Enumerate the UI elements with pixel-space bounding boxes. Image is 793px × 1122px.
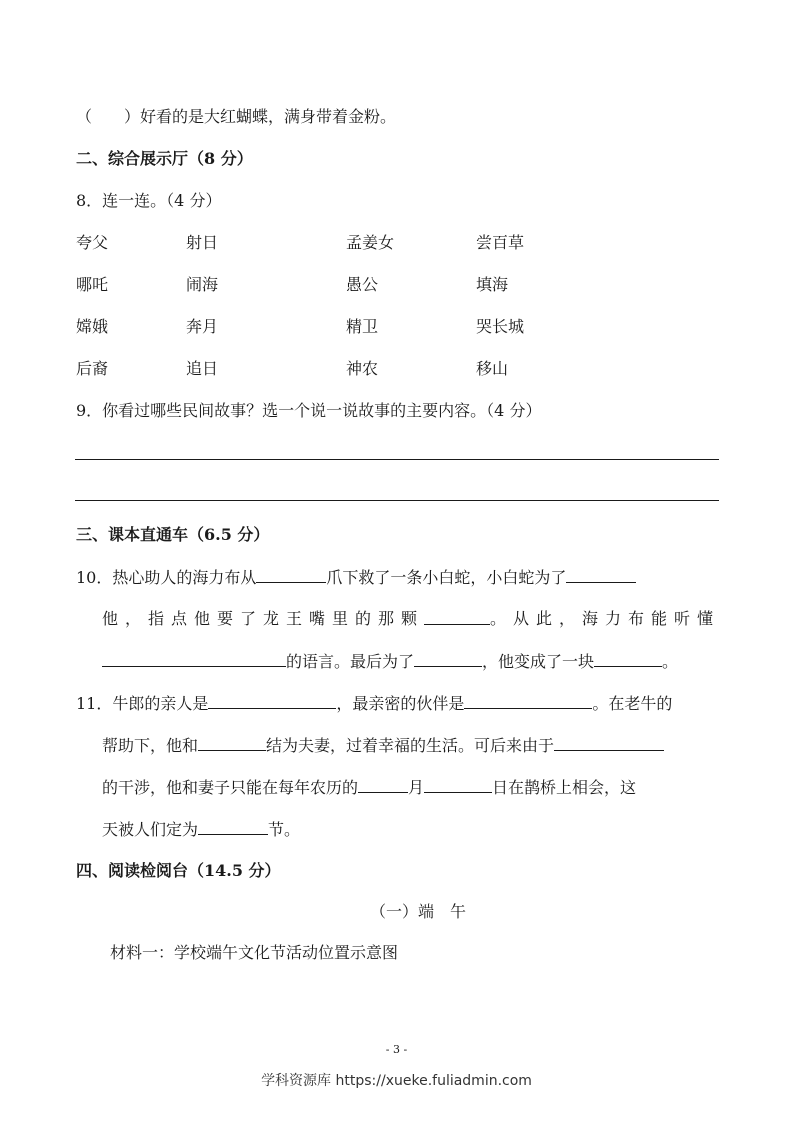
q10-line-2 xyxy=(102,608,720,630)
match-cell[interactable]: 孟姜女 xyxy=(346,233,395,252)
q7-tail-line xyxy=(76,106,396,128)
section-2-title: 二、综合展示厅（8 分） xyxy=(76,149,253,168)
fill-blank[interactable] xyxy=(414,650,482,667)
reading-subtitle: （一）端 午 xyxy=(370,902,467,921)
q10-text: 他，指点他要了龙王嘴里的那颗 xyxy=(102,609,425,628)
q11-text: 结为夫妻，过着幸福的生活。可后来由于 xyxy=(266,736,555,755)
match-cell[interactable]: 后裔 xyxy=(76,359,109,378)
match-cell[interactable]: 奔月 xyxy=(186,317,219,336)
q11-text: 节。 xyxy=(268,820,301,839)
q10-text: ，他变成了一块 xyxy=(482,652,595,671)
match-cell[interactable]: 神农 xyxy=(346,359,379,378)
q11-text: 月 xyxy=(408,778,425,797)
match-cell[interactable]: 移山 xyxy=(476,359,509,378)
match-cell[interactable]: 夸父 xyxy=(76,233,109,252)
q11-text: 。在老牛的 xyxy=(592,694,673,713)
q10-line-3 xyxy=(102,650,678,673)
match-cell[interactable]: 追日 xyxy=(186,359,219,378)
fill-blank[interactable] xyxy=(424,608,490,625)
q10-text: 10．热心助人的海力布从 xyxy=(76,568,257,587)
q11-text: 天被人们定为 xyxy=(102,820,199,839)
section-3-title: 三、课本直通车（6.5 分） xyxy=(76,525,270,544)
q11-line-4 xyxy=(102,818,300,841)
match-cell[interactable]: 精卫 xyxy=(346,317,379,336)
section-4-title: 四、阅读检阅台（14.5 分） xyxy=(76,861,281,880)
match-cell[interactable]: 哪吒 xyxy=(76,275,109,294)
answer-line[interactable] xyxy=(75,500,719,501)
q11-text: 日在鹊桥上相会，这 xyxy=(492,778,637,797)
q11-line-1 xyxy=(76,692,672,715)
q11-text: 帮助下，他和 xyxy=(102,736,199,755)
q7-tail-text: 好看的是大红蝴蝶，满身带着金粉。 xyxy=(140,107,397,126)
q10-text: 。从此，海力布能听懂 xyxy=(489,609,720,628)
q11-text: 11．牛郎的亲人是 xyxy=(76,694,209,713)
match-cell[interactable]: 哭长城 xyxy=(476,317,525,336)
q10-text: 的语言。最后为了 xyxy=(286,652,415,671)
match-cell[interactable]: 闹海 xyxy=(186,275,219,294)
match-cell[interactable]: 尝百草 xyxy=(476,233,525,252)
q11-text: 的干涉，他和妻子只能在每年农历的 xyxy=(102,778,359,797)
q10-line-1 xyxy=(76,566,636,589)
q11-line-2 xyxy=(102,734,664,757)
match-cell[interactable]: 填海 xyxy=(476,275,509,294)
q10-text: 。 xyxy=(662,652,679,671)
fill-blank[interactable] xyxy=(424,776,492,793)
q11-line-3 xyxy=(102,776,636,799)
match-cell[interactable]: 嫦娥 xyxy=(76,317,109,336)
match-cell[interactable]: 射日 xyxy=(186,233,219,252)
fill-blank[interactable] xyxy=(566,566,636,583)
page-number: - 3 - xyxy=(385,1043,408,1056)
fill-blank[interactable] xyxy=(102,650,286,667)
q9-title: 9．你看过哪些民间故事？选一个说一说故事的主要内容。（4 分） xyxy=(76,401,542,420)
fill-blank[interactable] xyxy=(198,734,266,751)
q8-title: 8．连一连。（4 分） xyxy=(76,191,222,210)
fill-blank[interactable] xyxy=(554,734,664,751)
answer-paren[interactable]: （ ） xyxy=(76,107,141,126)
answer-line[interactable] xyxy=(75,459,719,460)
fill-blank[interactable] xyxy=(464,692,592,709)
material-caption: 材料一：学校端午文化节活动位置示意图 xyxy=(110,943,399,962)
fill-blank[interactable] xyxy=(208,692,336,709)
source-watermark: 学科资源库 https://xueke.fuliadmin.com xyxy=(261,1073,532,1089)
fill-blank[interactable] xyxy=(594,650,662,667)
fill-blank[interactable] xyxy=(198,818,268,835)
q11-text: ，最亲密的伙伴是 xyxy=(336,694,465,713)
q10-text: 爪下救了一条小白蛇，小白蛇为了 xyxy=(326,568,567,587)
match-cell[interactable]: 愚公 xyxy=(346,275,379,294)
fill-blank[interactable] xyxy=(256,566,326,583)
fill-blank[interactable] xyxy=(358,776,408,793)
